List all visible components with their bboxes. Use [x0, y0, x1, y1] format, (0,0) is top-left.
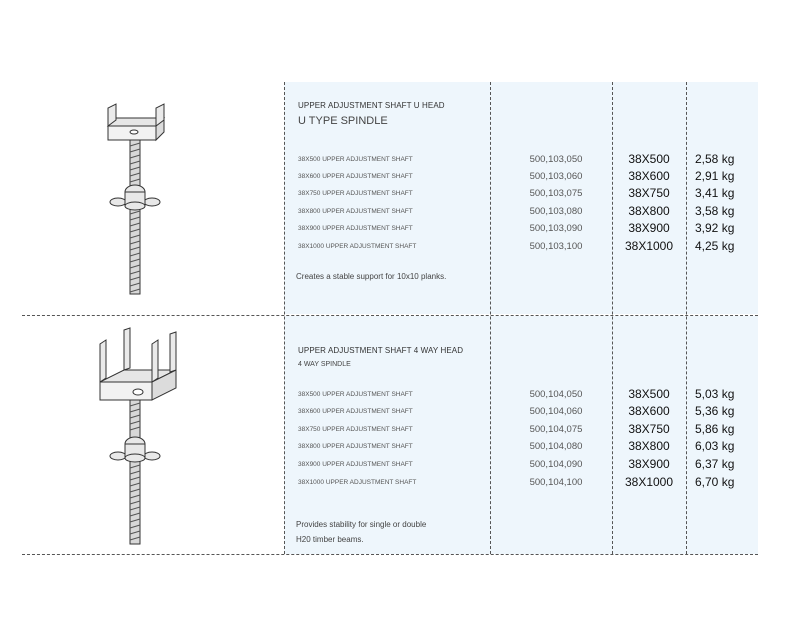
item-weight: 4,25 kg	[695, 239, 735, 253]
item-weight: 6,03 kg	[695, 439, 735, 453]
item-name: 38X1000 UPPER ADJUSTMENT SHAFT	[298, 243, 417, 250]
item-weight: 2,58 kg	[695, 152, 735, 166]
item-size: 38X1000	[624, 239, 674, 253]
item-size: 38X600	[628, 169, 670, 183]
item-code: 500,103,060	[529, 171, 583, 182]
item-weight: 3,92 kg	[695, 221, 735, 235]
item-weight: 5,03 kg	[695, 387, 735, 401]
table-row	[0, 151, 800, 168]
item-code: 500,104,080	[529, 441, 583, 452]
product-note: H20 timber beams.	[296, 535, 364, 544]
table-row	[0, 386, 800, 403]
product-subtitle: U TYPE SPINDLE	[298, 115, 388, 127]
item-code: 500,103,100	[529, 241, 583, 252]
item-size: 38X900	[628, 457, 670, 471]
item-code: 500,104,075	[529, 424, 583, 435]
item-name: 38X800 UPPER ADJUSTMENT SHAFT	[298, 208, 413, 215]
item-size: 38X800	[628, 439, 670, 453]
table-row	[0, 203, 800, 220]
item-name: 38X1000 UPPER ADJUSTMENT SHAFT	[298, 479, 417, 486]
table-row	[0, 456, 800, 473]
item-code: 500,104,100	[529, 477, 583, 488]
item-name: 38X500 UPPER ADJUSTMENT SHAFT	[298, 391, 413, 398]
item-code: 500,104,060	[529, 406, 583, 417]
item-size: 38X600	[628, 404, 670, 418]
item-weight: 2,91 kg	[695, 169, 735, 183]
product-note: Provides stability for single or double	[296, 520, 427, 529]
item-name: 38X500 UPPER ADJUSTMENT SHAFT	[298, 156, 413, 163]
item-name: 38X750 UPPER ADJUSTMENT SHAFT	[298, 426, 413, 433]
item-code: 500,103,075	[529, 188, 583, 199]
item-name: 38X600 UPPER ADJUSTMENT SHAFT	[298, 173, 413, 180]
item-size: 38X1000	[624, 475, 674, 489]
row-separator-bottom	[22, 554, 758, 555]
item-weight: 6,37 kg	[695, 457, 735, 471]
table-row	[0, 185, 800, 202]
table-row	[0, 438, 800, 455]
item-name: 38X600 UPPER ADJUSTMENT SHAFT	[298, 408, 413, 415]
item-size: 38X500	[628, 152, 670, 166]
item-size: 38X800	[628, 204, 670, 218]
table-row	[0, 474, 800, 491]
item-size: 38X750	[628, 422, 670, 436]
item-size: 38X900	[628, 221, 670, 235]
item-name: 38X750 UPPER ADJUSTMENT SHAFT	[298, 190, 413, 197]
table-row	[0, 421, 800, 438]
item-size: 38X750	[628, 186, 670, 200]
table-row	[0, 238, 800, 255]
item-size: 38X500	[628, 387, 670, 401]
item-code: 500,104,050	[529, 389, 583, 400]
item-weight: 5,86 kg	[695, 422, 735, 436]
table-row	[0, 220, 800, 237]
item-code: 500,103,090	[529, 223, 583, 234]
item-code: 500,104,090	[529, 459, 583, 470]
table-row	[0, 168, 800, 185]
item-weight: 6,70 kg	[695, 475, 735, 489]
product-subtitle: 4 WAY SPINDLE	[298, 361, 351, 368]
item-weight: 5,36 kg	[695, 404, 735, 418]
item-code: 500,103,050	[529, 154, 583, 165]
table-row	[0, 403, 800, 420]
row-separator	[22, 315, 758, 316]
product-note: Creates a stable support for 10x10 planks.	[296, 272, 447, 281]
product-title: UPPER ADJUSTMENT SHAFT U HEAD	[298, 101, 445, 110]
item-weight: 3,58 kg	[695, 204, 735, 218]
item-name: 38X900 UPPER ADJUSTMENT SHAFT	[298, 225, 413, 232]
item-name: 38X900 UPPER ADJUSTMENT SHAFT	[298, 461, 413, 468]
item-code: 500,103,080	[529, 206, 583, 217]
item-name: 38X800 UPPER ADJUSTMENT SHAFT	[298, 443, 413, 450]
item-weight: 3,41 kg	[695, 186, 735, 200]
product-title: UPPER ADJUSTMENT SHAFT 4 WAY HEAD	[298, 346, 464, 355]
